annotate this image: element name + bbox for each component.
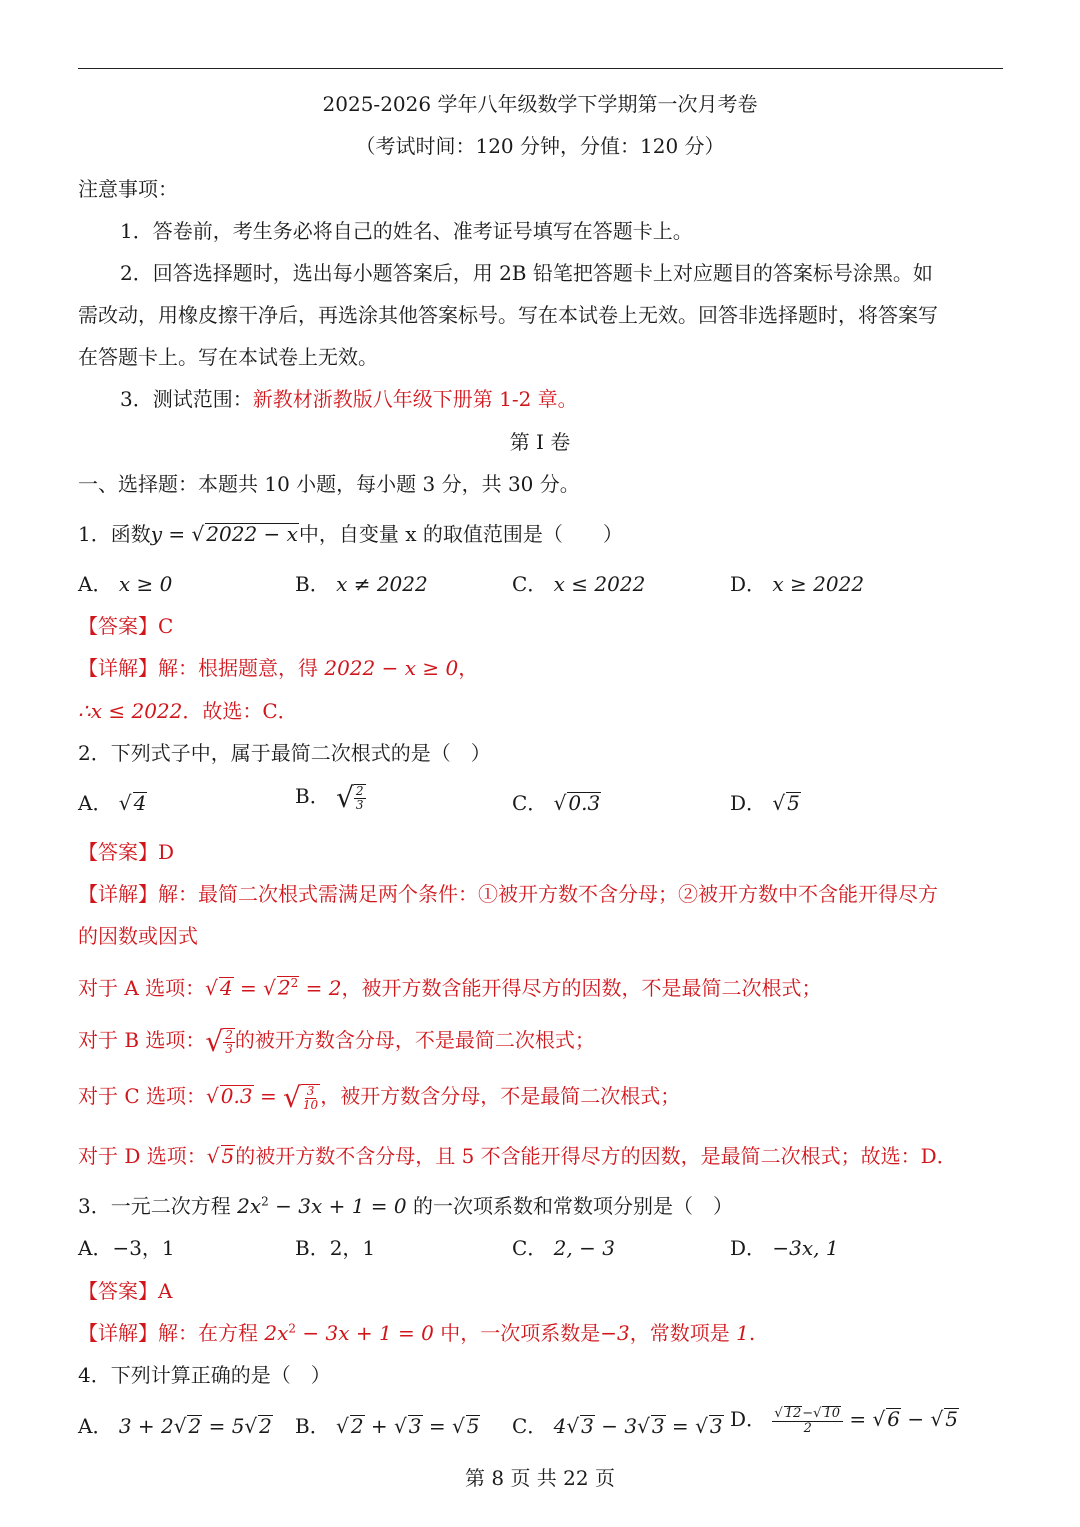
q2-option-d: D． √ 5 [730, 791, 800, 815]
q3-option-d: D． −3x, 1 [730, 1236, 839, 1260]
q3-option-c: C． 2, − 3 [512, 1236, 615, 1260]
q1-prefix: 1．函数 [78, 522, 151, 546]
section-heading: 一、选择题：本题共 10 小题，每小题 3 分，共 30 分。 [78, 472, 580, 496]
notes-item-3 [120, 383, 578, 412]
q3-detail: 【详解】解：在方程 $2x^2 - 3x + 1 = 0$ 中，一次项系数是−3，常数项是 1. [78, 1321, 756, 1345]
exam-title: 2025-2026 学年八年级数学下学期第一次月考卷 [322, 92, 758, 116]
question-4-stem: 4．下列计算正确的是（ ） [78, 1363, 331, 1387]
q1-option-b: B． x ≠ 2022 [295, 572, 428, 596]
notes-item-3-prefix: 3．测试范围： [120, 387, 253, 411]
top-rule [78, 68, 1003, 69]
q1-option-c: C． x ≤ 2022 [512, 572, 646, 596]
q2-answer: 【答案】D [78, 840, 175, 864]
notes-item-2-line-3: 在答题卡上。写在本试卷上无效。 [78, 345, 378, 369]
q1-answer: 【答案】C [78, 614, 174, 638]
q1-detail-line-1: 【详解】解：根据题意，得 2022 − x ≥ 0， [78, 656, 479, 680]
page-footer: 第 8 页 共 22 页 [465, 1466, 615, 1490]
q1-detail-line-2: ∴x ≤ 2022．故选：C． [78, 699, 298, 723]
q1-option-d: D． x ≥ 2022 [730, 572, 865, 596]
q1-suffix: 中，自变量 x 的取值范围是（ ） [298, 522, 623, 546]
q3-option-b: B．2，1 [295, 1236, 376, 1260]
q1-option-a: A． x ≥ 0 [78, 572, 173, 596]
q2-option-c: C． √ 0.3 [512, 791, 601, 815]
q2-detail-line-1: 【详解】解：最简二次根式需满足两个条件：①被开方数不含分母；②被开方数中不含能开得尽方 [78, 882, 938, 906]
notes-item-2-line-1: 2．回答选择题时，选出每小题答案后，用 2B 铅笔把答题卡上对应题目的答案标号涂黑。如 [120, 261, 933, 285]
q4-option-c: C． 4√ 3 − 3√ 3 = √ 3 [512, 1414, 723, 1438]
q1-radicand: 2022 − x [206, 522, 298, 546]
q3-option-a: A．−3，1 [78, 1236, 175, 1260]
q3-answer: 【答案】A [78, 1279, 173, 1303]
q2-option-a: A． √ 4 [78, 791, 147, 815]
question-3-stem: 3．一元二次方程 $2x^2 - 3x + 1 = 0$ 的一次项系数和常数项分别是（ ） [78, 1194, 733, 1218]
q2-option-b: B． √ $\frac{2}{3}$ [295, 781, 364, 814]
question-1-stem: 1．函数y = √ 2022 − x中，自变量 x 的取值范围是（ ） [78, 522, 623, 546]
notes-heading: 注意事项： [78, 177, 178, 201]
q2-detail-option-b: 对于 B 选项：√ $\frac{2}{3}$ 的被开方数含分母，不是最简二次根式； [78, 1025, 595, 1058]
q2-detail-option-a: 对于 A 选项：√ 4 = √ $2^2 = 2$，被开方数含能开得尽方的因数，不是最简二次根式； [78, 976, 822, 1000]
exam-subtitle: （考试时间：120 分钟，分值：120 分） [355, 134, 725, 158]
test-scope: 新教材浙教版八年级下册第 1-2 章。 [252, 387, 578, 411]
q2-detail-line-2: 的因数或因式 [78, 924, 198, 948]
volume-label: 第 I 卷 [509, 430, 571, 454]
notes-item-1: 1．答卷前，考生务必将自己的姓名、准考证号填写在答题卡上。 [120, 219, 693, 243]
q2-detail-option-c: 对于 C 选项：√ 0.3 = √ $\frac{3}{10}$ ，被开方数含分母，不是最简二次根式； [78, 1081, 681, 1114]
q2-detail-option-d: 对于 D 选项：√ 5的被开方数不含分母，且 5 不含能开得尽方的因数，是最简二次根式；故选：D． [78, 1144, 957, 1168]
q1-func-y: y = [150, 522, 192, 546]
q4-option-a: A． 3 + 2√ 2 = 5√ 2 [78, 1414, 272, 1438]
q4-option-b: B． √ 2 + √ 3 = √ 5 [295, 1414, 480, 1438]
q4-option-d: D． $\frac{√ 12-√ 10}{2}$ = √ 6 − √ 5 [730, 1405, 958, 1436]
notes-item-2-line-2: 需改动，用橡皮擦干净后，再选涂其他答案标号。写在本试卷上无效。回答非选择题时，将答案写 [78, 303, 938, 327]
question-2-stem: 2．下列式子中，属于最简二次根式的是（ ） [78, 741, 491, 765]
